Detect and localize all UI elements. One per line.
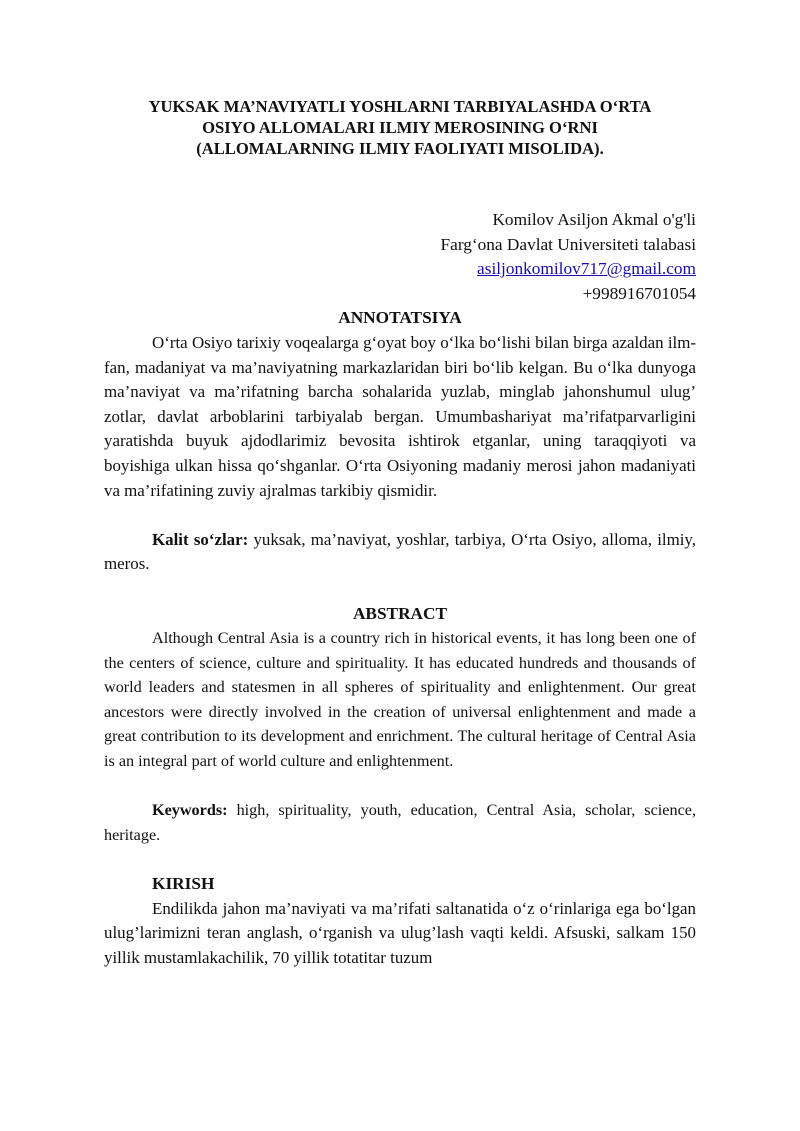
abstract-text: Although Central Asia is a country rich in historical events, it has long been one of the centers of science, culture and spirituality. It has educated hundreds and thousands of world leaders and statesmen in all spheres of spirituality and enlightenment. Our great ancestors were directly involved in the creation of universal enlightenment and made a great contribution to its development and enrichment. The cultural heritage of Central Asia is an integral part of world culture and enlightenment. [104,629,696,771]
annotation-keywords-label: Kalit so‘zlar: [152,529,249,549]
author-block [104,208,696,306]
author-name: Komilov Asiljon Akmal o'g'li [492,210,696,229]
annotation-text: O‘rta Osiyo tarixiy voqealarga g‘oyat boy o‘lka bo‘lishi bilan birga azaldan ilm-fan, madaniyat va ma’naviyatning markazlaridan biri bo‘lib kelgan. Bu o‘lka dunyoga ma’naviyat va ma’rifatning barcha sohalarida yuzlab, minglab jahonshumul ulug’ zotlar, davlat arboblarini tarbiyalab bergan. Umumbashariyat ma’rifatparvarligini yaratishda buyuk ajdodlarimiz bevosita ishtirok etganlar, uning taraqqiyoti va boyishiga ulkan hissa qo‘shganlar. O‘rta Osiyoning madaniy merosi jahon madaniyati va ma’rifatining zuviy ajralmas tarkibiy qismidir. [104,332,696,500]
author-email-link[interactable]: asiljonkomilov717@gmail.com [477,259,696,279]
title-line-2: OSIYO ALLOMALARI ILMIY MEROSINING O‘RNI [202,118,598,137]
abstract-keywords-label: Keywords: [152,801,228,820]
author-affiliation: Farg‘ona Davlat Universiteti talabasi [440,234,696,254]
paper-page [104,96,696,970]
abstract-keywords-list: high, spirituality, youth, education, Central Asia, scholar, science, heritage. [104,801,696,844]
title-line-3: (ALLOMALARNING ILMIY FAOLIYATI MISOLIDA). [196,139,604,158]
abstract-keywords [104,798,696,847]
introduction-heading: KIRISH [152,874,215,894]
annotation-keywords [104,528,696,577]
annotation-keywords-list: yuksak, ma’naviyat, yoshlar, tarbiya, O‘rta Osiyo, alloma, ilmiy, meros. [104,529,696,574]
introduction-text: Endilikda jahon ma’naviyati va ma’rifati saltanatida o‘z o‘rinlariga ega bo‘lgan ulug’larimizni teran anglash, o‘rganish va ulug’lash vaqti keldi. Afsuski, salkam 150 yillik mustamlakachilik, 70 yillik totatitar tuzum [104,898,696,967]
abstract-heading: ABSTRACT [352,603,448,623]
author-phone: +998916701054 [582,283,696,303]
annotation-heading: ANNOTATSIYA [338,308,462,328]
title-line-1: YUKSAK MA’NAVIYATLI YOSHLARNI TARBIYALASHDA O‘RTA [148,97,652,116]
paper-title [104,96,696,159]
